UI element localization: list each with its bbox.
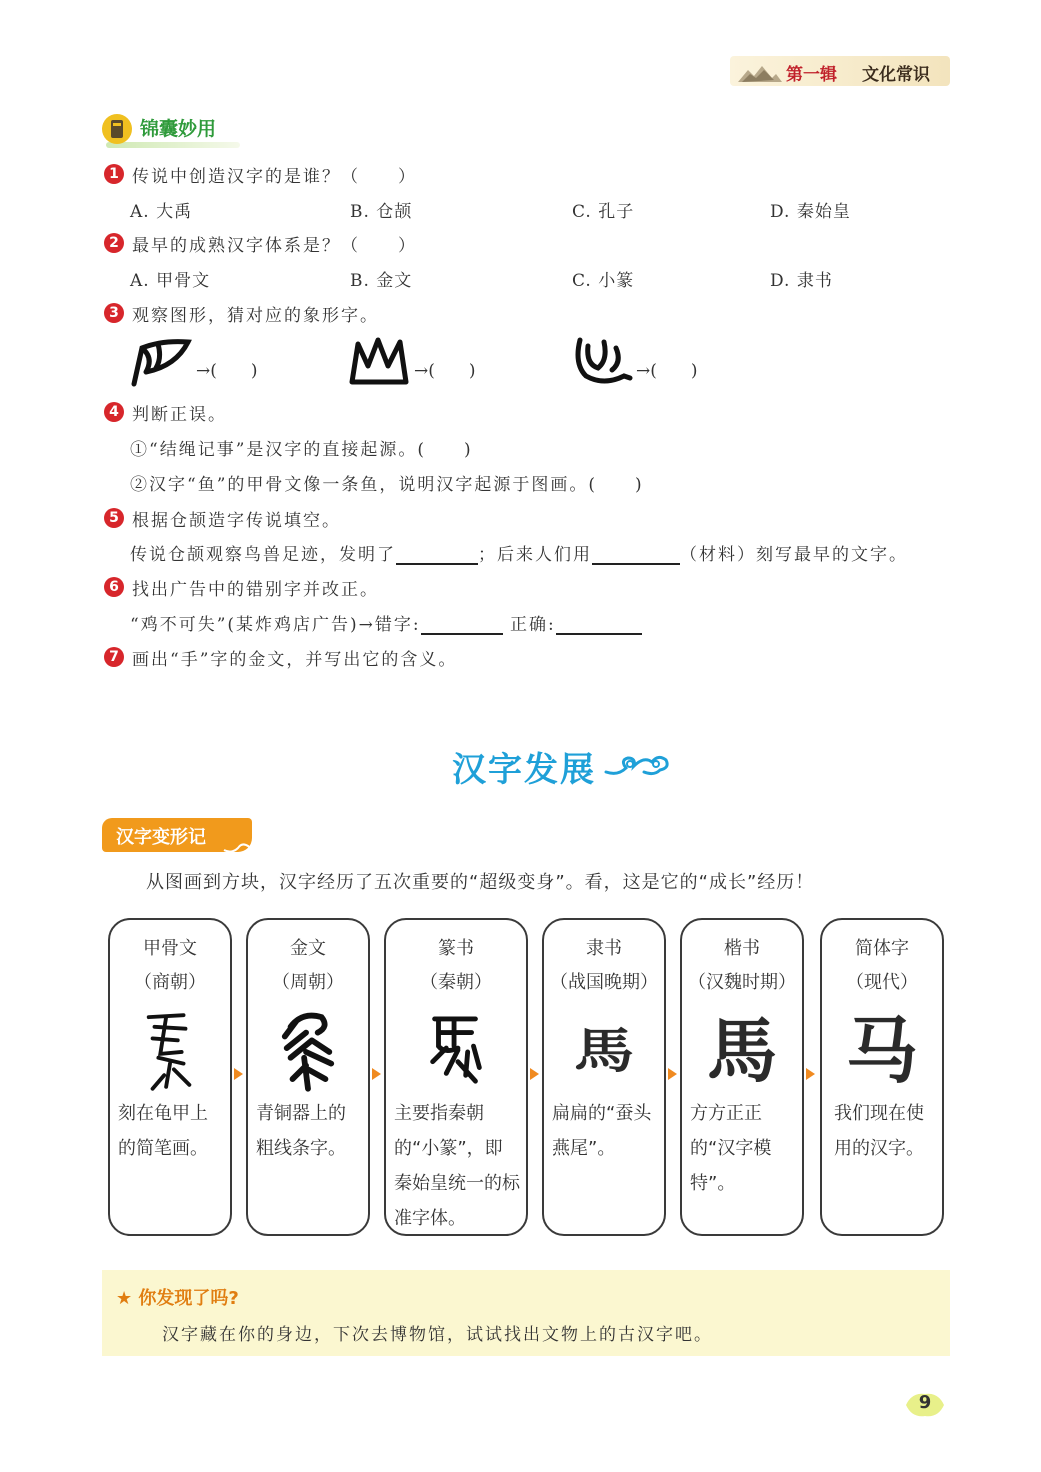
card-description: 刻在龟甲上的简笔画。 <box>118 1103 208 1159</box>
fill-text: 正确: <box>510 615 556 635</box>
question-number: 4 <box>104 402 124 422</box>
true-false-item: ②汉字“鱼”的甲骨文像一条鱼，说明汉字起源于图画。( ) <box>130 475 644 495</box>
card-era: （商朝） <box>134 972 206 993</box>
simplified-horse-glyph: 马 <box>845 1008 918 1093</box>
option: B. 金文 <box>350 271 413 291</box>
blank-field[interactable] <box>556 615 642 635</box>
question-number: 3 <box>104 303 124 323</box>
answer-slot[interactable]: →( ) <box>636 361 698 381</box>
cloud-ornament-icon <box>604 750 670 780</box>
leaf-pictograph <box>128 336 192 388</box>
blank-field[interactable] <box>592 545 680 565</box>
header-volume: 第一辑 <box>786 65 837 85</box>
card-era: （秦朝） <box>420 972 492 993</box>
option: D. 隶书 <box>770 271 833 291</box>
card-description: 主要指秦朝的“小篆”，即秦始皇统一的标准字体。 <box>394 1103 520 1229</box>
option: D. 秦始皇 <box>770 202 851 222</box>
option: B. 仓颉 <box>350 202 413 222</box>
arrow-right-icon <box>530 1068 539 1080</box>
fill-text: “鸡不可失”(某炸鸡店广告)→错字: <box>130 615 421 635</box>
question-text: 判断正误。 <box>132 405 227 425</box>
discovery-text: 汉字藏在你的身边，下次去博物馆，试试找出文物上的古汉字吧。 <box>162 1325 713 1345</box>
card-description: 扁扁的“蚕头燕尾”。 <box>552 1103 652 1159</box>
discovery-title: ★ 你发现了吗? <box>116 1288 239 1309</box>
mountain-pictograph <box>348 336 410 386</box>
fill-text: ；后来人们用 <box>478 545 592 565</box>
card-era: （现代） <box>846 972 918 993</box>
section-title: 汉字发展 <box>452 750 596 790</box>
card-name: 篆书 <box>438 938 474 959</box>
clerical-horse-glyph: 馬 <box>574 1023 634 1079</box>
blank-field[interactable] <box>396 545 478 565</box>
arrow-right-icon <box>372 1068 381 1080</box>
answer-slot[interactable]: →( ) <box>414 361 476 381</box>
script-card-oracle <box>108 918 232 1236</box>
arrow-right-icon <box>806 1068 815 1080</box>
question-text: 观察图形，猜对应的象形字。 <box>132 306 379 326</box>
card-era: （汉魏时期） <box>688 972 796 993</box>
question-number: 2 <box>104 233 124 253</box>
tips-title: 锦囊妙用 <box>140 118 217 140</box>
question-text: 传说中创造汉字的是谁？（ ） <box>132 167 417 187</box>
question-text: 根据仓颉造字传说填空。 <box>132 511 341 531</box>
card-description: 青铜器上的粗线条字。 <box>256 1103 346 1159</box>
fill-text: 传说仓颉观察鸟兽足迹，发明了 <box>130 545 396 565</box>
option: A. 甲骨文 <box>130 271 211 291</box>
card-description: 我们现在使用的汉字。 <box>834 1103 924 1159</box>
question-number: 1 <box>104 164 124 184</box>
curl-ornament-icon <box>222 838 256 854</box>
fill-text: （材料）刻写最早的文字。 <box>680 545 908 565</box>
oracle-horse-glyph <box>110 1006 230 1096</box>
card-description: 方方正正的“汉字模特”。 <box>690 1103 772 1194</box>
card-name: 简体字 <box>855 938 909 959</box>
script-card-clerical <box>542 918 666 1236</box>
question-number: 5 <box>104 508 124 528</box>
card-name: 楷书 <box>724 938 760 959</box>
script-card-simplified <box>820 918 944 1236</box>
option: C. 孔子 <box>572 202 635 222</box>
arrow-right-icon <box>234 1068 243 1080</box>
question-number: 7 <box>104 647 124 667</box>
question-text: 画出“手”字的金文，并写出它的含义。 <box>132 650 458 670</box>
correction-line <box>130 610 642 635</box>
card-era: （周朝） <box>272 972 344 993</box>
script-card-seal <box>384 918 528 1236</box>
intro-text: 从图画到方块，汉字经历了五次重要的“超级变身”。看，这是它的“成长”经历！ <box>146 872 815 893</box>
script-card-bronze <box>246 918 370 1236</box>
true-false-item: ①“结绳记事”是汉字的直接起源。( ) <box>130 440 473 460</box>
question-text: 找出广告中的错别字并改正。 <box>132 580 379 600</box>
subsection-title: 汉字变形记 <box>116 827 206 848</box>
regular-horse-glyph: 馬 <box>707 1009 777 1092</box>
scroll-icon <box>102 114 132 144</box>
mountain-icon <box>738 64 782 82</box>
question-number: 6 <box>104 577 124 597</box>
page-number: 9 <box>918 1392 932 1413</box>
arrow-right-icon <box>668 1068 677 1080</box>
card-name: 金文 <box>290 938 326 959</box>
fill-blank-line <box>130 540 908 565</box>
option: A. 大禹 <box>130 202 193 222</box>
question-text: 最早的成熟汉字体系是？（ ） <box>132 236 417 256</box>
blank-field[interactable] <box>421 615 503 635</box>
answer-slot[interactable]: →( ) <box>196 361 258 381</box>
option: C. 小篆 <box>572 271 635 291</box>
header-section: 文化常识 <box>862 65 930 85</box>
card-name: 甲骨文 <box>143 938 197 959</box>
card-name: 隶书 <box>586 938 622 959</box>
script-card-regular <box>680 918 804 1236</box>
bronze-horse-glyph <box>248 1006 368 1096</box>
card-era: （战国晚期） <box>550 972 658 993</box>
seal-horse-glyph <box>386 1006 526 1096</box>
fire-pictograph <box>572 334 634 386</box>
